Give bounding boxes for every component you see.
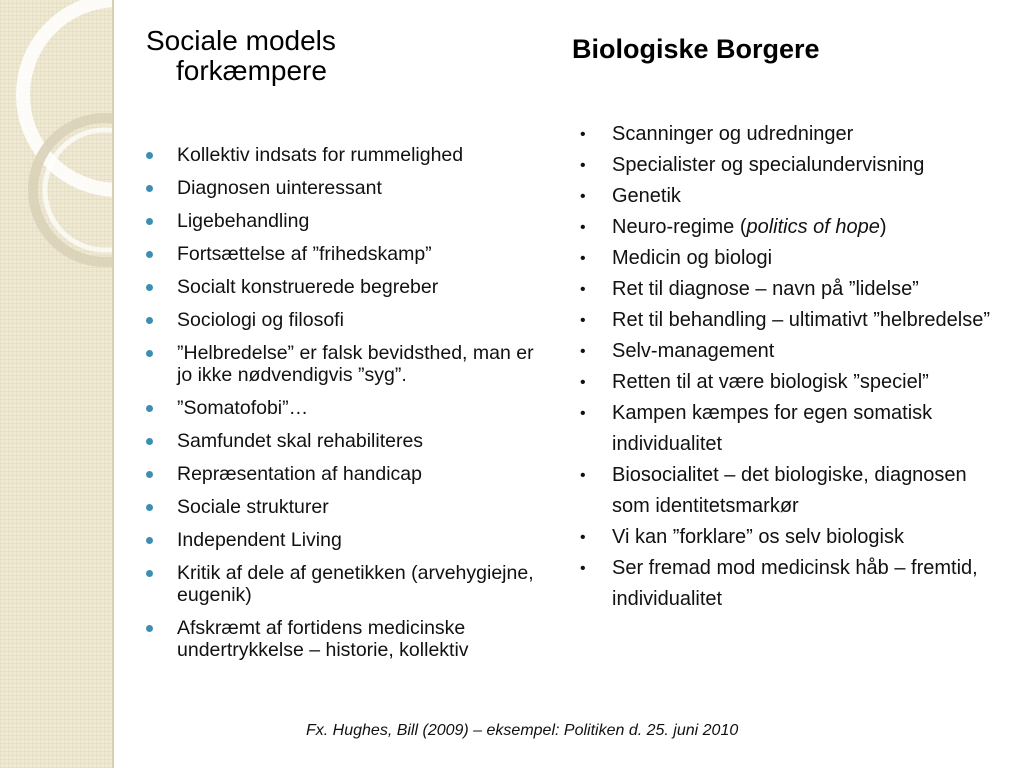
left-title-line2: forkæmpere [176, 55, 327, 86]
list-item-text: Ligebehandling [177, 210, 310, 232]
list-item [572, 398, 992, 460]
list-item [572, 553, 992, 615]
list-item [572, 522, 992, 553]
bullet-dot-icon: • [580, 343, 586, 360]
list-item-text: Repræsentation af handicap [177, 463, 422, 485]
right-column-title: Biologiske Borgere [572, 34, 820, 64]
list-item [146, 276, 546, 298]
decorative-rings [0, 0, 112, 768]
left-bullet-list [146, 144, 546, 661]
list-item [572, 150, 992, 181]
list-item-text-part: ) [879, 216, 887, 238]
bullet-dot-icon [146, 185, 153, 192]
list-item [146, 342, 546, 386]
list-item-text: Scanninger og udredninger [612, 123, 854, 145]
list-item-text: Ser fremad mod medicinsk håb – fremtid, individualitet [612, 557, 978, 610]
bullet-dot-icon [146, 405, 153, 412]
list-item-text: Biosocialitet – det biologiske, diagnosen som identitetsmarkør [612, 464, 967, 517]
bullet-dot-icon: • [580, 157, 586, 174]
left-column [146, 26, 546, 672]
list-item-text: Diagnosen uinteressant [177, 177, 382, 199]
list-item [146, 463, 546, 485]
list-item-text: Kollektiv indsats for rummelighed [177, 144, 464, 166]
list-item-text: Fortsættelse af ”frihedskamp” [177, 243, 432, 265]
bullet-dot-icon: • [580, 188, 586, 205]
list-item [572, 212, 992, 243]
list-item [146, 430, 546, 452]
list-item-text: Sociale strukturer [177, 496, 329, 518]
list-item-text: Retten til at være biologisk ”speciel” [612, 371, 929, 393]
list-item-text: Medicin og biologi [612, 247, 773, 269]
bullet-dot-icon [146, 218, 153, 225]
bullet-dot-icon [146, 317, 153, 324]
list-item [146, 496, 546, 518]
list-item-text: Specialister og specialundervisning [612, 154, 925, 176]
bullet-dot-icon [146, 284, 153, 291]
bullet-dot-icon: • [580, 126, 586, 143]
bullet-dot-icon [146, 504, 153, 511]
decorative-side-band [0, 0, 112, 768]
list-item-text: Socialt konstruerede begreber [177, 276, 439, 298]
list-item [146, 210, 546, 232]
list-item [572, 336, 992, 367]
list-item-text: Vi kan ”forklare” os selv biologisk [612, 526, 904, 548]
list-item [572, 181, 992, 212]
right-column [572, 34, 992, 615]
bullet-dot-icon: • [580, 467, 586, 484]
list-item-text: Selv-management [612, 340, 775, 362]
bullet-dot-icon [146, 438, 153, 445]
list-item-text: Ret til behandling – ultimativt ”helbredelse” [612, 309, 990, 331]
list-item-text [612, 216, 887, 238]
bullet-dot-icon: • [580, 312, 586, 329]
list-item-text: Samfundet skal rehabiliteres [177, 430, 424, 452]
bullet-dot-icon [146, 625, 153, 632]
list-item-text-part: Neuro-regime ( [612, 216, 747, 238]
list-item-text: ”Somatofobi”… [177, 397, 309, 419]
list-item [146, 243, 546, 265]
list-item [146, 309, 546, 331]
left-column-title [146, 26, 546, 86]
list-item [146, 562, 546, 606]
list-item-text: Sociologi og filosofi [177, 309, 344, 331]
list-item-text: Kampen kæmpes for egen somatisk individualitet [612, 402, 933, 455]
list-item [146, 397, 546, 419]
list-item [572, 274, 992, 305]
list-item [572, 460, 992, 522]
list-item-text: Kritik af dele af genetikken (arvehygiejne, eugenik) [177, 562, 534, 606]
list-item [572, 305, 992, 336]
list-item-text: ”Helbredelse” er falsk bevidsthed, man er jo ikke nødvendigvis ”syg”. [177, 342, 534, 386]
bullet-dot-icon [146, 471, 153, 478]
list-item [146, 144, 546, 166]
side-band-edge [112, 0, 114, 768]
left-title-line1: Sociale models [146, 25, 336, 56]
bullet-dot-icon [146, 251, 153, 258]
bullet-dot-icon [146, 570, 153, 577]
list-item [146, 529, 546, 551]
bullet-dot-icon: • [580, 250, 586, 267]
list-item [572, 119, 992, 150]
list-item [572, 243, 992, 274]
list-item-text: Independent Living [177, 529, 342, 551]
list-item [146, 617, 546, 661]
source-footnote: Fx. Hughes, Bill (2009) – eksempel: Politiken d. 25. juni 2010 [306, 722, 739, 739]
right-bullet-list [572, 119, 992, 615]
bullet-dot-icon: • [580, 281, 586, 298]
bullet-dot-icon: • [580, 219, 586, 236]
bullet-dot-icon [146, 350, 153, 357]
list-item [146, 177, 546, 199]
bullet-dot-icon: • [580, 529, 586, 546]
list-item [572, 367, 992, 398]
list-item-emphasis: politics of hope [746, 216, 880, 238]
bullet-dot-icon [146, 152, 153, 159]
list-item-text: Afskræmt af fortidens medicinske undertrykkelse – historie, kollektiv [177, 617, 469, 661]
bullet-dot-icon: • [580, 374, 586, 391]
bullet-dot-icon: • [580, 405, 586, 422]
list-item-text: Ret til diagnose – navn på ”lidelse” [612, 278, 919, 300]
list-item-text: Genetik [612, 185, 681, 207]
bullet-dot-icon [146, 537, 153, 544]
bullet-dot-icon: • [580, 560, 586, 577]
